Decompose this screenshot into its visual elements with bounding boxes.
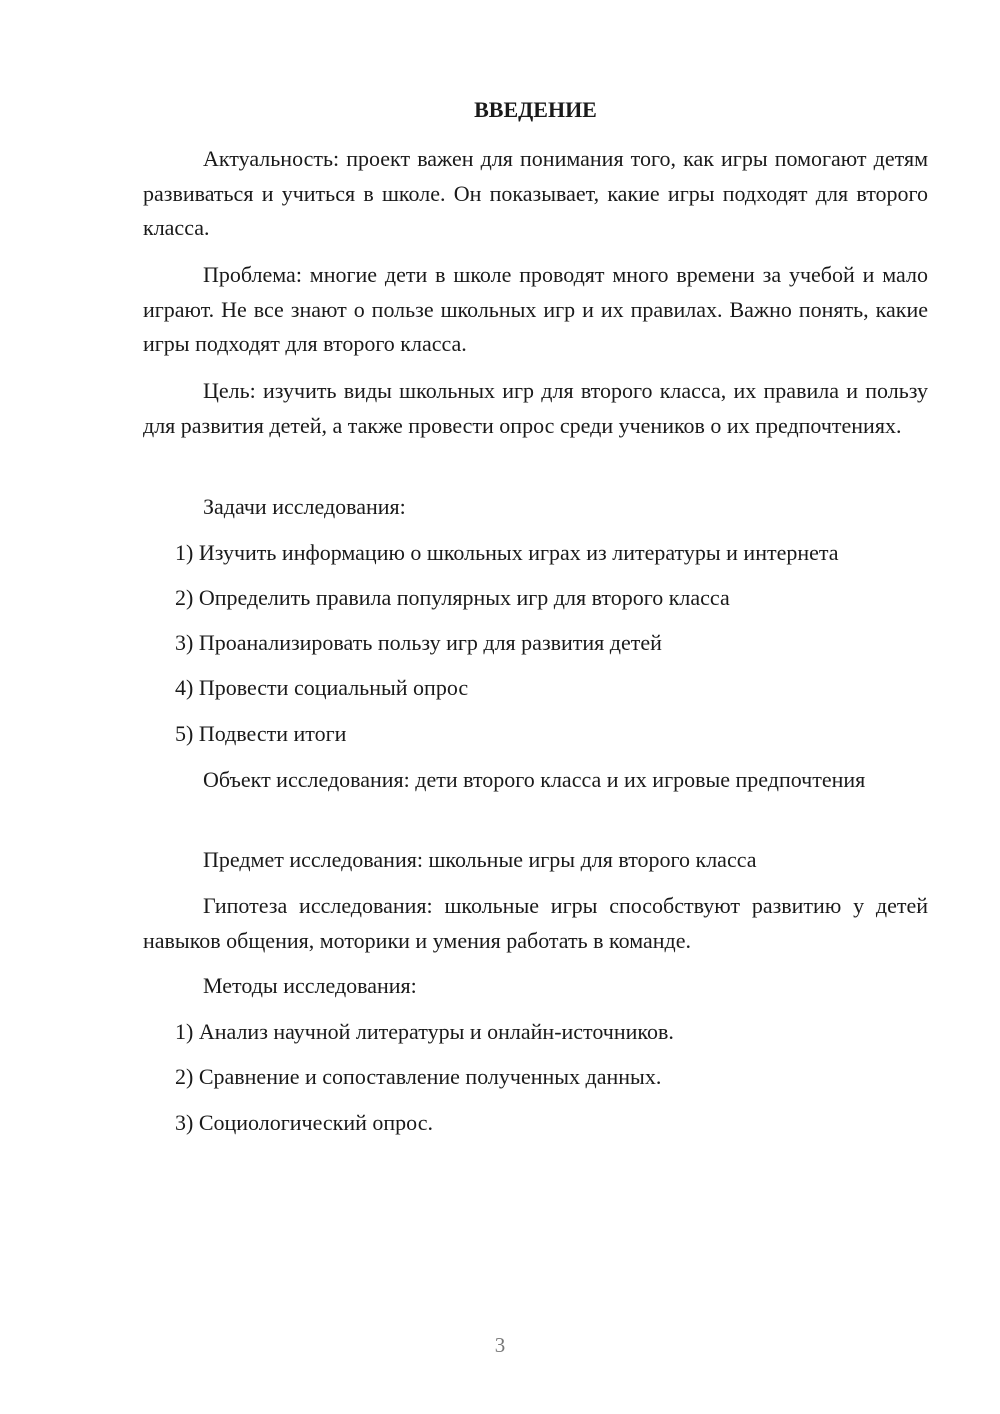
page-number: 3 <box>494 1333 506 1357</box>
problem-paragraph: Проблема: многие дети в школе проводят много времени за учебой и мало играют. Не все знают о пользе школьных игр и их правилах. Важно понять, какие игры подходят для второго класса. <box>143 262 928 356</box>
subject-paragraph: Предмет исследования: школьные игры для второго класса <box>203 847 757 872</box>
task-item: 3) Проанализировать пользу игр для развития детей <box>175 630 662 655</box>
object-paragraph: Объект исследования: дети второго класса и их игровые предпочтения <box>203 767 866 792</box>
methods-heading: Методы исследования: <box>203 973 417 998</box>
task-item: 1) Изучить информацию о школьных играх из литературы и интернета <box>175 540 839 565</box>
method-item: 2) Сравнение и сопоставление полученных данных. <box>175 1064 662 1089</box>
goal-paragraph: Цель: изучить виды школьных игр для второго класса, их правила и пользу для развития детей, а также провести опрос среди учеников о их предпочтениях. <box>143 378 928 438</box>
task-item: 2) Определить правила популярных игр для второго класса <box>175 585 730 610</box>
relevance-paragraph: Актуальность: проект важен для понимания того, как игры помогают детям развиваться и учиться в школе. Он показывает, какие игры подходят для второго класса. <box>143 146 928 240</box>
task-item: 5) Подвести итоги <box>175 721 347 746</box>
method-item: 3) Социологический опрос. <box>175 1110 433 1135</box>
method-item: 1) Анализ научной литературы и онлайн-источников. <box>175 1019 674 1044</box>
task-item: 4) Провести социальный опрос <box>175 675 469 700</box>
hypothesis-paragraph: Гипотеза исследования: школьные игры способствуют развитию у детей навыков общения, моторики и умения работать в команде. <box>143 893 928 953</box>
tasks-heading: Задачи исследования: <box>203 494 406 519</box>
page-title: ВВЕДЕНИЕ <box>474 97 597 122</box>
